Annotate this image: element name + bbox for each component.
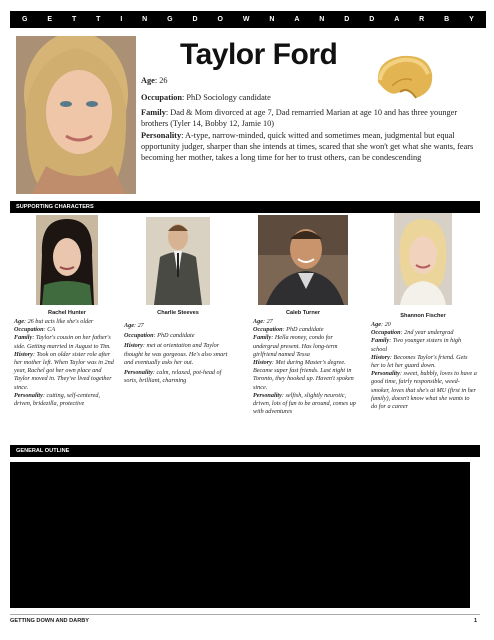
main-character-photo bbox=[16, 36, 136, 194]
character-bio-charlie: Age: 27 Occupation: PhD candidate History: met at orientation and Taylor thought he was gorgeous. He's also smart and eventually asks her out. Personality: calm, relaxed, pot-head of sorts, brilliant, charming bbox=[124, 322, 228, 385]
personality-line: Personality: A-type, narrow-minded, quick witted and sometimes mean, judgmental but equal opportunity judger, sharper than she intends at times, scared that she won't get what she wants, fears becoming her mother, takes a long time for her to trust others, can be condescending bbox=[141, 131, 474, 162]
occupation-line: Occupation: PhD Sociology candidate bbox=[141, 93, 271, 102]
header-letter: T bbox=[96, 16, 101, 23]
header-letter: E bbox=[47, 16, 53, 23]
character-bio-caleb: Age: 27 Occupation: PhD candidate Family: Hella money, condo for undergrad present. Has long-term girlfriend named Tessa History: Met during Master's degree. Became super fast friends. Last night in Toronto, they hooked up. Haven't spoken since. Personality: selfish, slightly neurotic, driven, lots of fun to be around, comes up with adventures bbox=[253, 318, 356, 416]
general-outline-header: GENERAL OUTLINE bbox=[10, 445, 480, 457]
character-bio-shannon: Age: 20 Occupation: 2nd year undergrad Family: Two younger sisters in high school History: Becomes Taylor's friend. Gets her to let her guard down. Personality: sweet, bubbly, loves to have a good time, fairly responsible, weed-smoker, loves that she's at MU (first in her family), doesn't know what she wants to do for a career bbox=[371, 321, 477, 411]
header-letter: A bbox=[294, 16, 300, 23]
footer-title: GETTING DOWN AND DARBY bbox=[10, 618, 90, 624]
header-letter: B bbox=[444, 16, 450, 23]
header-letter: W bbox=[242, 16, 250, 23]
general-outline-content bbox=[10, 462, 470, 608]
header-letter: D bbox=[192, 16, 198, 23]
supporting-characters-header: SUPPORTING CHARACTERS bbox=[10, 201, 480, 213]
header-bar bbox=[10, 11, 486, 28]
family-line: Family: Dad & Mom divorced at age 7, Dad remarried Marian at age 10 and has three younger brothers (Tyler 14, Bobby 12, Jamie 10) bbox=[141, 108, 458, 128]
header-letter: N bbox=[319, 16, 325, 23]
character-name-caleb: Caleb Turner bbox=[285, 310, 321, 316]
header-letter: G bbox=[167, 16, 173, 23]
header-letter: Y bbox=[469, 16, 474, 23]
caleb-photo bbox=[258, 215, 348, 305]
header-letter: I bbox=[120, 16, 123, 23]
page-number: 1 bbox=[474, 618, 478, 624]
header-letter: D bbox=[344, 16, 350, 23]
charlie-photo bbox=[146, 217, 210, 305]
header-letter: G bbox=[22, 16, 28, 23]
rachel-photo bbox=[36, 215, 98, 305]
header-letter: A bbox=[394, 16, 400, 23]
shannon-photo bbox=[394, 213, 452, 305]
footer-divider bbox=[10, 614, 480, 615]
character-name-charlie: Charlie Steeves bbox=[157, 310, 199, 316]
header-letter: N bbox=[142, 16, 148, 23]
header-title bbox=[10, 11, 486, 28]
header-letter: R bbox=[419, 16, 425, 23]
age-line: Age: 26 bbox=[141, 76, 168, 85]
character-name: Taylor Ford bbox=[180, 38, 338, 71]
header-letter: O bbox=[217, 16, 223, 23]
character-bio-rachel: Age: 26 but acts like she's older Occupation: CA Family: Taylor's cousin on her father's side. Getting married in August to Tim. History: Took on older sister role after her mother left. When Taylor was in 2nd year, Rachel got her own place and Taylor moved in. They've lived together since. Personality: cutting, self-centered, driven, bridezilla, protective bbox=[14, 318, 114, 408]
header-letter: D bbox=[369, 16, 375, 23]
character-name-shannon: Shannon Fischer bbox=[400, 313, 446, 319]
character-name-rachel: Rachel Hunter bbox=[48, 310, 86, 316]
header-letter: T bbox=[71, 16, 77, 23]
header-letter: N bbox=[269, 16, 275, 23]
